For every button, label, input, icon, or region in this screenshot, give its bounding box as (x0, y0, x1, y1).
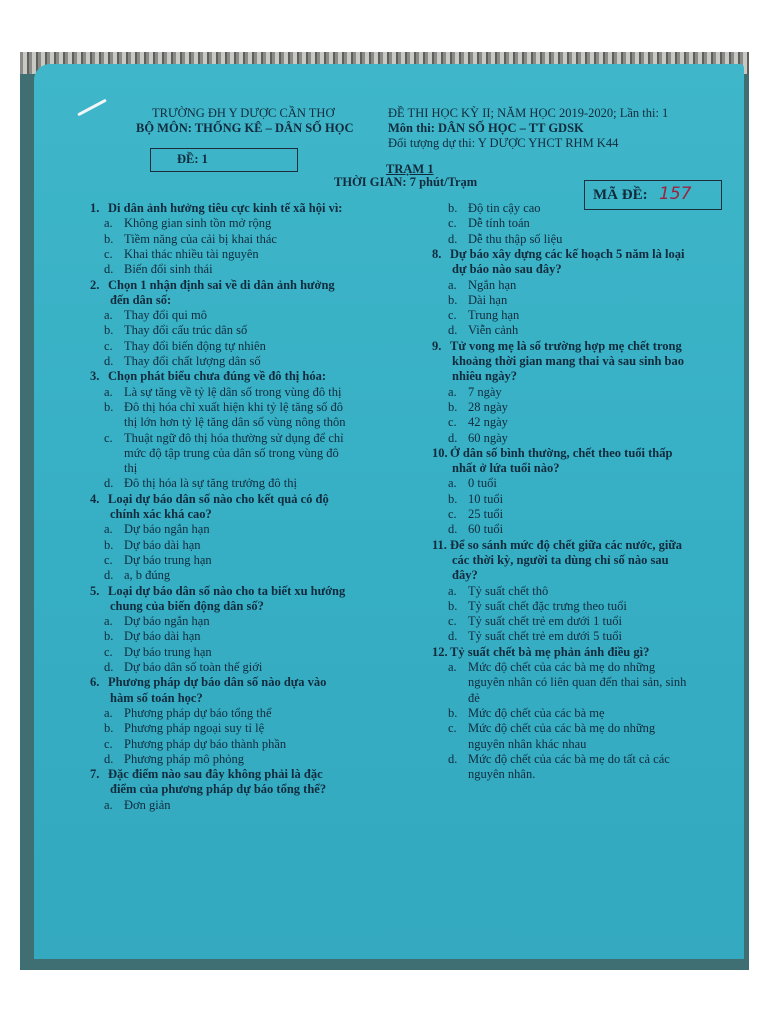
answer-option (104, 476, 297, 491)
answer-option (104, 431, 344, 446)
question-line: đây? (452, 568, 478, 583)
option-letter: a. (104, 216, 113, 231)
question-number: 12. (432, 644, 448, 659)
option-text: nguyên nhân có liên quan đến thai sản, sinh (468, 675, 687, 690)
option-text: Ngắn hạn (468, 277, 517, 292)
answer-option (104, 721, 264, 736)
option-text: Mức độ chết của các bà mẹ do những (468, 721, 656, 736)
option-text: Dễ tính toán (468, 216, 530, 231)
pen-mark (77, 99, 107, 117)
question-text (90, 278, 335, 293)
option-letter: c. (448, 415, 457, 430)
option-text: 60 ngày (468, 430, 508, 445)
answer-option (448, 385, 502, 400)
option-letter: c. (448, 614, 457, 629)
question-text (452, 568, 478, 583)
question-line: Chọn 1 nhận định sai về di dân ảnh hưởng (108, 277, 335, 292)
answer-option (104, 262, 213, 277)
option-text: Dự báo ngắn hạn (124, 614, 210, 629)
option-letter: c. (104, 552, 113, 567)
option-text: Trung hạn (468, 308, 520, 323)
option-letter: b. (104, 537, 114, 552)
question-text (110, 599, 264, 614)
answer-option (448, 599, 627, 614)
option-text: Dự báo dân số toàn thế giới (124, 660, 263, 674)
question-number: 1. (90, 201, 100, 215)
option-text: Khai thác nhiều tài nguyên (124, 246, 259, 261)
question-number: 11. (432, 537, 447, 552)
option-letter: d. (104, 354, 114, 368)
answer-option (448, 323, 518, 338)
option-letter: d. (104, 660, 114, 674)
option-text: 60 tuổi (468, 522, 504, 537)
option-text: Mức độ chết của các bà mẹ do những (468, 660, 656, 674)
option-letter: b. (104, 231, 114, 246)
question-text (452, 354, 684, 369)
option-text: 25 tuổi (468, 507, 504, 521)
option-text: Đô thị hóa là sự tăng trưởng đô thị (124, 476, 297, 491)
exam-number-box (150, 148, 298, 172)
question-text (110, 691, 203, 706)
exam-code-label: MÃ ĐỀ: (593, 187, 648, 203)
option-letter: b. (104, 399, 114, 414)
answer-option (104, 400, 343, 415)
question-line: hàm số toán học? (110, 690, 203, 705)
option-letter: d. (104, 262, 114, 277)
answer-option (104, 752, 244, 767)
question-line: khoảng thời gian mang thai và sau sinh bao (452, 354, 685, 368)
question-text (432, 247, 684, 262)
answer-option (104, 385, 342, 400)
question-text (432, 339, 682, 354)
option-letter: d. (448, 522, 458, 537)
answer-option (448, 691, 480, 706)
option-letter: b. (104, 721, 114, 736)
option-letter: a. (104, 522, 113, 537)
option-letter: c. (448, 721, 457, 736)
option-letter: b. (448, 705, 458, 720)
answer-option (104, 232, 277, 247)
option-text: Dự báo dài hạn (124, 537, 201, 552)
option-letter: b. (448, 201, 458, 215)
answer-option (104, 522, 210, 537)
option-text: Dự báo trung hạn (124, 644, 212, 659)
question-text (90, 369, 326, 384)
question-text (432, 645, 649, 660)
question-number: 7. (90, 767, 100, 782)
question-line: Dự báo xây dựng các kế hoạch 5 năm là loại (450, 246, 685, 261)
option-text: Không gian sinh tồn mở rộng (124, 216, 272, 231)
answer-option (104, 798, 171, 813)
option-text: Thay đổi biến động tự nhiên (124, 338, 266, 353)
option-text: Tỷ suất chết trẻ em dưới 1 tuổi (468, 614, 622, 629)
answer-option (448, 706, 605, 721)
question-number: 8. (432, 246, 442, 261)
option-letter: a. (104, 797, 113, 812)
option-letter: d. (448, 231, 458, 246)
answer-option (104, 308, 207, 323)
question-line: chính xác khá cao? (110, 507, 212, 521)
question-line: Loại dự báo dân số nào cho ta biết xu hướng (108, 583, 346, 598)
answer-option (104, 446, 339, 461)
question-line: Để so sánh mức độ chết giữa các nước, giữa (450, 537, 683, 552)
option-text: thị lớn hơn tỷ lệ tăng dân số vùng nông thôn (124, 415, 346, 430)
question-text (452, 553, 669, 568)
option-text: Thay đổi qui mô (124, 308, 207, 323)
option-text: Tỷ suất chết trẻ em dưới 5 tuổi (468, 629, 622, 644)
option-text: Mức độ chết của các bà mẹ (468, 705, 605, 720)
answer-option (448, 492, 503, 507)
answer-option (448, 767, 535, 782)
question-line: các thời kỳ, người ta dùng chỉ số nào sau (452, 552, 669, 567)
option-letter: d. (104, 751, 114, 766)
option-letter: d. (448, 323, 458, 338)
answer-option (448, 522, 503, 537)
answer-option (104, 568, 170, 583)
question-number: 10. (432, 445, 448, 460)
answer-option (104, 614, 210, 629)
question-number: 2. (90, 277, 100, 292)
option-text: 10 tuổi (468, 491, 504, 506)
exam-number: ĐỀ: 1 (177, 152, 208, 166)
option-text: Phương pháp dự báo thành phần (124, 736, 287, 751)
option-text: Tiềm năng của cải bị khai thác (124, 231, 277, 246)
answer-option (448, 584, 548, 599)
option-letter: a. (448, 476, 457, 491)
option-letter: b. (448, 491, 458, 506)
answer-option (104, 629, 201, 644)
subject-line: Môn thi: DÂN SỐ HỌC – TT GDSK (388, 121, 584, 135)
option-letter: a. (448, 660, 457, 674)
answer-option (448, 400, 508, 415)
option-letter: a. (104, 614, 113, 629)
option-letter: c. (104, 246, 113, 261)
department-name: BỘ MÔN: THỐNG KÊ – DÂN SỐ HỌC (136, 121, 354, 135)
option-letter: c. (448, 216, 457, 231)
option-text: Dễ thu thập số liệu (468, 231, 563, 246)
question-line: đến dân số: (110, 292, 172, 307)
answer-option (104, 415, 346, 430)
exam-title: ĐỀ THI HỌC KỲ II; NĂM HỌC 2019-2020; Lần thi: 1 (388, 106, 669, 120)
option-letter: b. (104, 323, 114, 338)
answer-option (448, 721, 655, 736)
question-line: chung của biến động dân số? (110, 598, 264, 613)
question-text (90, 675, 326, 690)
answer-option (448, 431, 508, 446)
answer-option (448, 629, 622, 644)
audience-line: Đối tượng dự thi: Y DƯỢC YHCT RHM K44 (388, 136, 619, 150)
option-letter: a. (104, 384, 113, 399)
option-letter: c. (104, 338, 113, 353)
option-text: Phương pháp mô phỏng (124, 751, 244, 766)
question-line: Chọn phát biểu chưa đúng về đô thị hóa: (108, 369, 326, 384)
question-line: điểm của phương pháp dự báo tổng thể? (110, 782, 327, 797)
option-text: Đô thị hóa chỉ xuất hiện khi tỷ lệ tăng số đô (124, 399, 344, 414)
option-text: thị (124, 461, 138, 476)
option-letter: a. (104, 308, 113, 323)
option-text: Đơn giản (124, 797, 171, 812)
answer-option (104, 553, 212, 568)
answer-option (448, 752, 670, 767)
option-letter: c. (448, 507, 457, 521)
option-letter: b. (448, 598, 458, 613)
option-text: nguyên nhân. (468, 767, 536, 782)
answer-option (104, 706, 272, 721)
option-text: Dài hạn (468, 292, 508, 307)
answer-option (448, 507, 503, 522)
option-letter: d. (448, 629, 458, 644)
answer-option (448, 293, 507, 308)
option-letter: c. (104, 644, 113, 659)
answer-option (448, 675, 686, 690)
option-letter: d. (448, 430, 458, 445)
option-text: 28 ngày (468, 399, 508, 414)
answer-option (104, 737, 286, 752)
question-text (432, 538, 682, 553)
option-letter: b. (448, 399, 458, 414)
exam-code-box (584, 180, 722, 210)
option-text: 7 ngày (468, 384, 502, 399)
question-number: 5. (90, 583, 100, 598)
answer-option (104, 339, 266, 354)
question-text (110, 507, 212, 522)
option-text: Viễn cảnh (468, 323, 519, 338)
option-letter: a. (104, 705, 113, 720)
option-letter: b. (448, 292, 458, 307)
school-name: TRƯỜNG ĐH Y DƯỢC CẦN THƠ (152, 106, 335, 120)
question-text (90, 584, 345, 599)
option-letter: c. (104, 736, 113, 751)
answer-option (104, 645, 212, 660)
question-line: nhiêu ngày? (452, 369, 517, 384)
option-text: Thuật ngữ đô thị hóa thường sử dụng để chỉ (124, 430, 344, 445)
answer-option (448, 216, 530, 231)
answer-option (448, 232, 562, 247)
answer-option (448, 415, 508, 430)
answer-option (448, 660, 655, 675)
answer-option (448, 308, 519, 323)
option-text: Phương pháp dự báo tổng thể (124, 705, 272, 720)
option-text: Mức độ chết của các bà mẹ do tất cả các (468, 751, 670, 766)
question-line: Đặc điểm nào sau đây không phải là đặc (108, 767, 323, 782)
question-number: 4. (90, 491, 100, 506)
exam-code-handwritten: 157 (659, 184, 692, 204)
question-text (452, 461, 560, 476)
question-text (452, 262, 562, 277)
exam-sheet (34, 64, 744, 959)
question-line: Di dân ảnh hưởng tiêu cực kinh tế xã hội vì: (108, 201, 343, 215)
option-letter: a. (448, 583, 457, 598)
option-letter: a. (448, 384, 457, 399)
question-line: nhất ở lứa tuổi nào? (452, 461, 560, 476)
answer-option (448, 278, 516, 293)
question-text (452, 369, 517, 384)
question-text (110, 782, 326, 797)
answer-option (104, 216, 271, 231)
option-text: Dự báo dài hạn (124, 629, 201, 644)
question-text (90, 767, 323, 782)
question-line: Phương pháp dự báo dân số nào dựa vào (108, 675, 327, 690)
option-text: Độ tin cậy cao (468, 201, 541, 215)
time-limit: THỜI GIAN: 7 phút/Trạm (334, 175, 478, 189)
answer-option (448, 737, 586, 752)
answer-option (104, 323, 247, 338)
question-text (90, 492, 329, 507)
question-line: Tử vong mẹ là số trường hợp mẹ chết trong (450, 338, 682, 353)
option-text: nguyên nhân khác nhau (468, 736, 587, 751)
option-letter: d. (104, 568, 114, 583)
station-title: TRẠM 1 (386, 162, 434, 176)
option-text: Tỷ suất chết thô (468, 583, 549, 598)
option-text: Dự báo ngắn hạn (124, 522, 210, 537)
question-line: Tỷ suất chết bà mẹ phản ánh điều gì? (450, 644, 650, 659)
option-text: 0 tuổi (468, 476, 497, 491)
question-line: Ở dân số bình thường, chết theo tuổi thấp (450, 445, 673, 460)
answer-option (448, 476, 497, 491)
answer-option (104, 660, 262, 675)
question-text (432, 446, 672, 461)
option-letter: b. (104, 629, 114, 644)
question-number: 3. (90, 369, 100, 384)
option-text: Tỷ suất chết đặc trưng theo tuổi (468, 598, 627, 613)
answer-option (104, 538, 201, 553)
question-number: 6. (90, 675, 100, 690)
option-text: 42 ngày (468, 415, 508, 430)
option-text: Biến đổi sinh thái (124, 262, 213, 277)
option-text: Là sự tăng về tỷ lệ dân số trong vùng đô thị (124, 384, 342, 399)
question-text (110, 293, 171, 308)
option-text: a, b đúng (124, 568, 171, 583)
answer-option (104, 354, 261, 369)
option-letter: d. (448, 751, 458, 766)
question-line: Loại dự báo dân số nào cho kết quả có độ (108, 491, 329, 506)
answer-option (448, 614, 622, 629)
question-line: dự báo nào sau đây? (452, 262, 562, 277)
option-letter: c. (104, 430, 113, 445)
question-text (90, 201, 342, 216)
option-text: mức độ tập trung của dân số trong vùng đô (124, 445, 339, 460)
option-text: Dự báo trung hạn (124, 552, 212, 567)
answer-option (104, 461, 137, 476)
question-number: 9. (432, 338, 442, 353)
option-letter: d. (104, 476, 114, 491)
answer-option (448, 201, 541, 216)
option-text: Thay đổi chất lượng dân số (124, 354, 261, 368)
photo-background (20, 52, 749, 970)
option-text: Phương pháp ngoại suy tỉ lệ (124, 721, 265, 736)
answer-option (104, 247, 259, 262)
option-letter: a. (448, 277, 457, 292)
option-letter: c. (448, 308, 457, 323)
option-text: Thay đổi cấu trúc dân số (124, 323, 248, 338)
option-text: đẻ (468, 690, 480, 705)
